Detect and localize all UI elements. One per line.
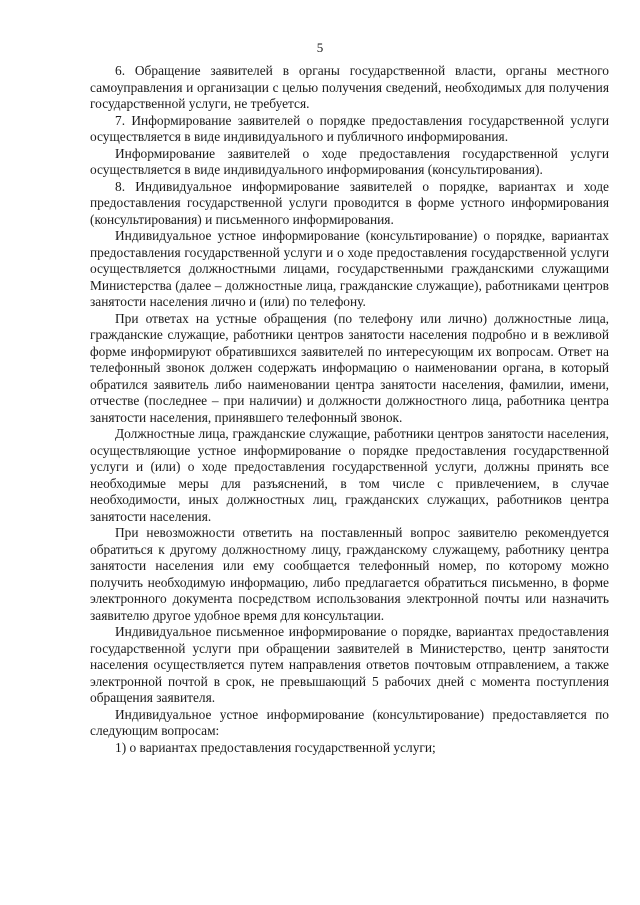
paragraph-item-6: 6. Обращение заявителей в органы государственной власти, органы местного самоуправления и организации с целью получения сведений, необходимых для получения государственной услуги, не требуется. — [90, 63, 609, 111]
paragraph-item-7: 7. Информирование заявителей о порядке предоставления государственной услуги осуществляется в виде индивидуального и публичного информирования. — [90, 112, 609, 144]
paragraph-consulting-topics: Индивидуальное устное информирование (консультирование) предоставляется по следующим вопросам: — [90, 706, 609, 738]
page-number: 5 — [316, 40, 324, 55]
paragraph-item-8: 8. Индивидуальное информирование заявителей о порядке, вариантах и ходе предоставления государственной услуги проводится в форме устного информирования (консультирования) и письменного информирования. — [90, 178, 609, 227]
paragraph-oral-answers: При ответах на устные обращения (по телефону или лично) должностные лица, гражданские служащие, работники центров занятости населения подробно и в вежливой форме информируют обратившихся заявителей по интересующим их вопросам. Ответ на телефонный звонок должен содержать информацию о наименовании органа, в который обратился заявитель либо наименовании центра занятости населения, фамилии, имени, отчестве (последнее – при наличии) и должности должностного лица, работника центра занятости населения, принявшего телефонный звонок. — [90, 310, 609, 425]
paragraph-unable-to-answer: При невозможности ответить на поставленный вопрос заявителю рекомендуется обратиться к другому должностному лицу, гражданскому служащему, работнику центра занятости населения или ему сообщается телефонный номер, по которому можно получить необходимую информацию, либо предлагается обратиться письменно, в форме электронного документа посредством использования электронной почты или назначить заявителю другое удобное время для консультации. — [90, 525, 609, 623]
list-item-1: 1) о вариантах предоставления государственной услуги; — [115, 739, 436, 755]
document-body — [90, 63, 609, 756]
paragraph-written-informing: Индивидуальное письменное информирование о порядке, вариантах предоставления государственной услуги при обращении заявителей в Министерство, центр занятости населения осуществляется путем направления ответов почтовым отправлением, а также электронной почтой в срок, не превышающий 5 рабочих дней с момента поступления обращения заявителя. — [90, 624, 609, 705]
paragraph-oral-consulting: Индивидуальное устное информирование (консультирование) о порядке, вариантах предоставления государственной услуги и о ходе предоставления государственной услуги осуществляется должностными лицами, государственными гражданскими служащими Министерства (далее – должностные лица, гражданские служащие), работниками центров занятости населения лично и (или) по телефону. — [90, 228, 609, 309]
paragraph-official-duties: Должностные лица, гражданские служащие, работники центров занятости населения, осуществляющие устное информирование о порядке предоставления государственной услуги и (или) о ходе предоставления государственной услуги, должны принять все необходимые меры для разъяснений, в том числе с привлечением, в случае необходимости, иных должностных лиц, гражданских служащих, работников центра занятости населения. — [90, 426, 609, 524]
paragraph-progress-informing: Информирование заявителей о ходе предоставления государственной услуги осуществляется в виде индивидуального информирования (консультирования). — [90, 145, 609, 177]
